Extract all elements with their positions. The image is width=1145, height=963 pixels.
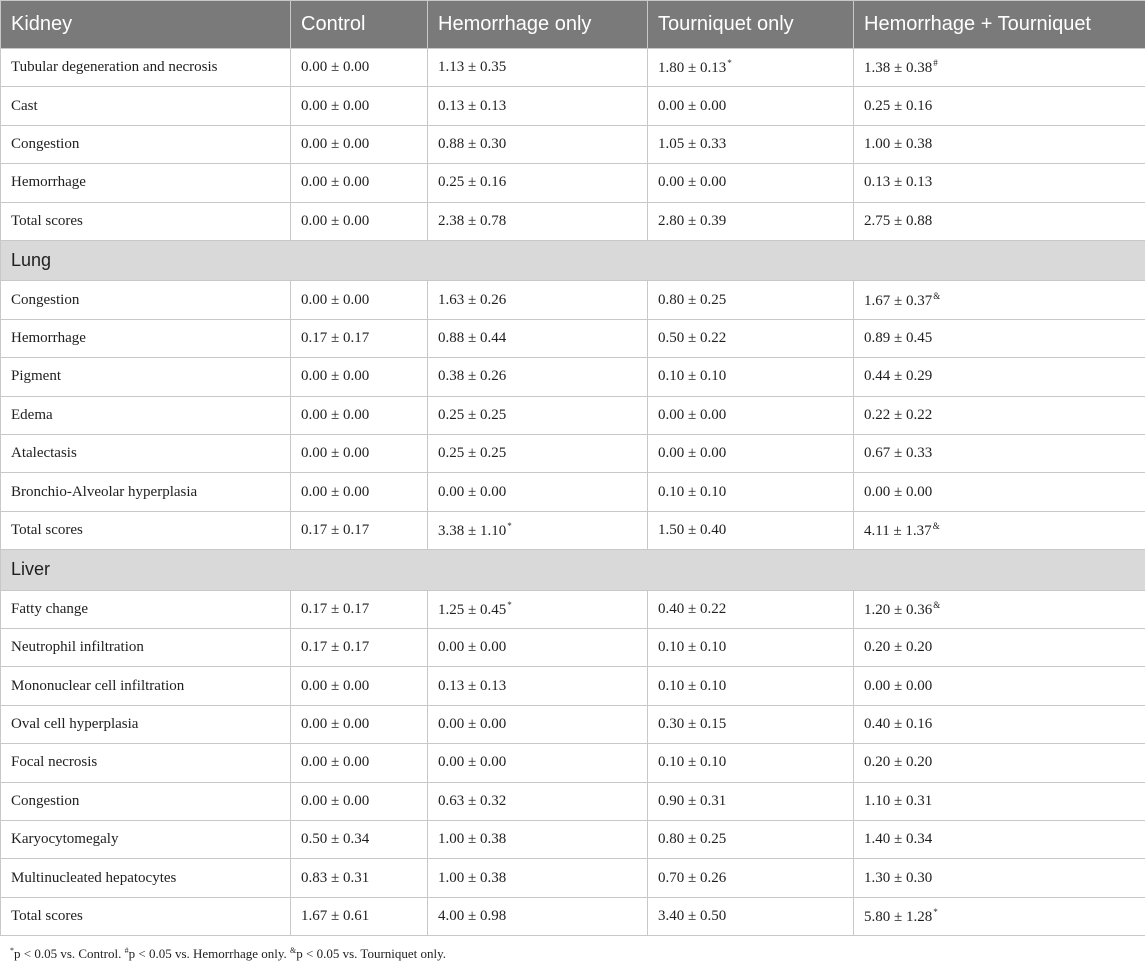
value-cell [648, 897, 854, 935]
lung-row-label: Total scores [1, 511, 291, 549]
cell-value: 0.00 ± 0.00 [658, 445, 727, 462]
value-cell [648, 164, 854, 202]
liver-row-label: Multinucleated hepatocytes [1, 859, 291, 897]
value-cell [428, 319, 648, 357]
value-cell [291, 667, 428, 705]
kidney-row-label: Congestion [1, 125, 291, 163]
value-cell [648, 782, 854, 820]
liver-row-label: Mononuclear cell infiltration [1, 667, 291, 705]
value-cell [648, 358, 854, 396]
cell-value: 1.25 ± 0.45 [438, 601, 507, 618]
table-row [1, 473, 1145, 511]
table-row [1, 164, 1145, 202]
table-footnote [10, 946, 446, 962]
cell-value: 0.40 ± 0.22 [658, 600, 727, 617]
value-cell [291, 319, 428, 357]
table-header [1, 1, 1145, 49]
cell-value: 1.30 ± 0.30 [864, 869, 933, 886]
cell-value: 0.25 ± 0.16 [864, 97, 933, 114]
cell-value: 1.50 ± 0.40 [658, 521, 727, 538]
cell-value: 2.80 ± 0.39 [658, 212, 727, 229]
cell-value: 0.13 ± 0.13 [864, 174, 933, 191]
liver-row-label: Focal necrosis [1, 744, 291, 782]
cell-value: 0.88 ± 0.30 [438, 135, 507, 152]
cell-value: 0.00 ± 0.00 [301, 754, 370, 771]
header-cell-tourniquet-only: Tourniquet only [648, 1, 854, 49]
cell-value: 0.00 ± 0.00 [301, 212, 370, 229]
cell-value: 0.22 ± 0.22 [864, 406, 933, 423]
table-row [1, 49, 1145, 87]
cell-value: 0.10 ± 0.10 [658, 754, 727, 771]
cell-value: 0.70 ± 0.26 [658, 869, 727, 886]
value-cell [428, 821, 648, 859]
significance-marker: * [507, 599, 512, 610]
table-row [1, 897, 1145, 935]
kidney-row-label: Total scores [1, 202, 291, 240]
liver-row-label: Total scores [1, 897, 291, 935]
value-cell [291, 202, 428, 240]
table-row [1, 396, 1145, 434]
table-row [1, 511, 1145, 549]
cell-value: 0.00 ± 0.00 [301, 291, 370, 308]
cell-value: 1.67 ± 0.37 [864, 292, 933, 309]
cell-value: 0.00 ± 0.00 [301, 716, 370, 733]
cell-value: 0.50 ± 0.22 [658, 330, 727, 347]
cell-value: 0.90 ± 0.31 [658, 792, 727, 809]
value-cell [428, 629, 648, 667]
cell-value: 0.00 ± 0.00 [864, 483, 933, 500]
footnote-text: p < 0.05 vs. Tourniquet only. [296, 946, 447, 961]
value-cell [854, 396, 1145, 434]
value-cell [854, 319, 1145, 357]
value-cell [291, 782, 428, 820]
cell-value: 0.00 ± 0.00 [301, 97, 370, 114]
cell-value: 0.20 ± 0.20 [864, 754, 933, 771]
table-row [1, 821, 1145, 859]
footnote-text: p < 0.05 vs. Control. [14, 946, 125, 961]
value-cell [648, 281, 854, 319]
liver-row-label: Congestion [1, 782, 291, 820]
cell-value: 5.80 ± 1.28 [864, 909, 933, 925]
cell-value: 1.05 ± 0.33 [658, 135, 727, 152]
cell-value: 0.25 ± 0.16 [438, 174, 507, 191]
cell-value: 0.00 ± 0.00 [658, 174, 727, 191]
cell-value: 0.00 ± 0.00 [438, 639, 507, 656]
cell-value: 0.10 ± 0.10 [658, 483, 727, 500]
table-row [1, 87, 1145, 125]
liver-row-label: Fatty change [1, 590, 291, 628]
value-cell [648, 744, 854, 782]
cell-value: 0.63 ± 0.32 [438, 792, 507, 809]
cell-value: 1.20 ± 0.36 [864, 601, 933, 618]
value-cell [854, 473, 1145, 511]
footnote-symbol: # [124, 946, 129, 955]
cell-value: 0.00 ± 0.00 [301, 174, 370, 191]
value-cell [291, 358, 428, 396]
cell-value: 0.67 ± 0.33 [864, 445, 933, 462]
cell-value: 0.40 ± 0.16 [864, 716, 933, 733]
value-cell [428, 473, 648, 511]
value-cell [291, 435, 428, 473]
table-row [1, 667, 1145, 705]
value-cell [854, 435, 1145, 473]
cell-value: 0.13 ± 0.13 [438, 677, 507, 694]
cell-value: 2.75 ± 0.88 [864, 212, 933, 229]
value-cell [291, 281, 428, 319]
value-cell [854, 125, 1145, 163]
table-row [1, 125, 1145, 163]
cell-value: 0.17 ± 0.17 [301, 521, 370, 538]
cell-value: 0.00 ± 0.00 [301, 406, 370, 423]
value-cell [291, 705, 428, 743]
value-cell [648, 821, 854, 859]
kidney-row-label: Hemorrhage [1, 164, 291, 202]
table-row [1, 202, 1145, 240]
value-cell [854, 511, 1145, 549]
value-cell [648, 667, 854, 705]
cell-value: 1.13 ± 0.35 [438, 59, 507, 76]
cell-value: 0.80 ± 0.25 [658, 831, 727, 848]
value-cell [428, 281, 648, 319]
cell-value: 0.00 ± 0.00 [301, 792, 370, 809]
cell-value: 3.40 ± 0.50 [658, 908, 727, 924]
cell-value: 0.80 ± 0.25 [658, 291, 727, 308]
value-cell [648, 590, 854, 628]
significance-marker: & [932, 520, 940, 531]
value-cell [428, 705, 648, 743]
cell-value: 4.00 ± 0.98 [438, 908, 507, 924]
value-cell [854, 667, 1145, 705]
significance-marker: & [933, 290, 941, 301]
value-cell [428, 358, 648, 396]
value-cell [648, 396, 854, 434]
value-cell [291, 511, 428, 549]
significance-marker: # [933, 58, 938, 69]
cell-value: 1.63 ± 0.26 [438, 291, 507, 308]
value-cell [291, 859, 428, 897]
value-cell [428, 782, 648, 820]
value-cell [428, 125, 648, 163]
table-row [1, 782, 1145, 820]
value-cell [854, 744, 1145, 782]
value-cell [291, 629, 428, 667]
footnote-text: p < 0.05 vs. Hemorrhage only. [128, 946, 291, 961]
cell-value: 0.89 ± 0.45 [864, 330, 933, 347]
value-cell [291, 87, 428, 125]
kidney-row-label: Tubular degeneration and necrosis [1, 49, 291, 87]
value-cell [648, 629, 854, 667]
cell-value: 0.17 ± 0.17 [301, 639, 370, 656]
cell-value: 0.17 ± 0.17 [301, 330, 370, 347]
value-cell [291, 396, 428, 434]
cell-value: 3.38 ± 1.10 [438, 522, 507, 539]
lung-row-label: Edema [1, 396, 291, 434]
cell-value: 0.17 ± 0.17 [301, 600, 370, 617]
value-cell [291, 164, 428, 202]
table-body [1, 49, 1145, 936]
significance-marker: & [933, 599, 941, 610]
value-cell [854, 782, 1145, 820]
table-row [1, 744, 1145, 782]
cell-value: 0.30 ± 0.15 [658, 716, 727, 733]
value-cell [854, 87, 1145, 125]
cell-value: 1.10 ± 0.31 [864, 792, 933, 809]
section-heading-lung: Lung [1, 240, 1145, 281]
cell-value: 0.00 ± 0.00 [301, 483, 370, 500]
cell-value: 1.00 ± 0.38 [438, 869, 507, 886]
cell-value: 0.20 ± 0.20 [864, 639, 933, 656]
significance-marker: * [727, 58, 732, 69]
cell-value: 0.00 ± 0.00 [301, 445, 370, 462]
footnote-symbol: & [290, 946, 297, 955]
value-cell [854, 897, 1145, 935]
value-cell [428, 164, 648, 202]
cell-value: 0.83 ± 0.31 [301, 869, 370, 886]
value-cell [291, 49, 428, 87]
value-cell [648, 859, 854, 897]
kidney-row-label: Cast [1, 87, 291, 125]
table-row [1, 629, 1145, 667]
value-cell [428, 897, 648, 935]
cell-value: 0.00 ± 0.00 [438, 483, 507, 500]
value-cell [291, 744, 428, 782]
significance-marker: * [933, 907, 938, 917]
value-cell [428, 744, 648, 782]
cell-value: 0.10 ± 0.10 [658, 368, 727, 385]
value-cell [291, 821, 428, 859]
cell-value: 4.11 ± 1.37 [864, 522, 932, 539]
value-cell [648, 511, 854, 549]
cell-value: 1.38 ± 0.38 [864, 60, 933, 77]
value-cell [854, 821, 1145, 859]
cell-value: 0.00 ± 0.00 [301, 59, 370, 76]
value-cell [428, 667, 648, 705]
table-row [1, 435, 1145, 473]
cell-value: 1.80 ± 0.13 [658, 60, 727, 77]
value-cell [648, 473, 854, 511]
cell-value: 0.88 ± 0.44 [438, 330, 507, 347]
value-cell [428, 511, 648, 549]
value-cell [428, 590, 648, 628]
section-row-lung [1, 240, 1145, 281]
cell-value: 0.00 ± 0.00 [438, 754, 507, 771]
footnote-symbol: * [10, 946, 14, 955]
table-row [1, 358, 1145, 396]
value-cell [854, 358, 1145, 396]
value-cell [428, 87, 648, 125]
cell-value: 1.00 ± 0.38 [864, 135, 933, 152]
value-cell [291, 125, 428, 163]
lung-row-label: Congestion [1, 281, 291, 319]
cell-value: 0.44 ± 0.29 [864, 368, 933, 385]
table-row [1, 859, 1145, 897]
value-cell [291, 473, 428, 511]
table-row [1, 590, 1145, 628]
value-cell [854, 202, 1145, 240]
lung-row-label: Hemorrhage [1, 319, 291, 357]
header-cell-kidney: Kidney [1, 1, 291, 49]
cell-value: 1.40 ± 0.34 [864, 831, 933, 848]
header-row [1, 1, 1145, 49]
value-cell [428, 396, 648, 434]
liver-row-label: Karyocytomegaly [1, 821, 291, 859]
value-cell [648, 125, 854, 163]
value-cell [854, 590, 1145, 628]
liver-row-label: Oval cell hyperplasia [1, 705, 291, 743]
cell-value: 1.67 ± 0.61 [301, 908, 370, 924]
cell-value: 0.38 ± 0.26 [438, 368, 507, 385]
cell-value: 0.00 ± 0.00 [658, 406, 727, 423]
value-cell [854, 164, 1145, 202]
cell-value: 0.50 ± 0.34 [301, 831, 370, 848]
cell-value: 0.25 ± 0.25 [438, 445, 507, 462]
liver-row-label: Neutrophil infiltration [1, 629, 291, 667]
cell-value: 0.10 ± 0.10 [658, 639, 727, 656]
value-cell [648, 319, 854, 357]
section-heading-liver: Liver [1, 550, 1145, 591]
cell-value: 0.13 ± 0.13 [438, 97, 507, 114]
lung-row-label: Bronchio-Alveolar hyperplasia [1, 473, 291, 511]
value-cell [648, 705, 854, 743]
value-cell [854, 49, 1145, 87]
significance-marker: * [507, 520, 512, 531]
lung-row-label: Pigment [1, 358, 291, 396]
section-row-liver [1, 550, 1145, 591]
cell-value: 0.00 ± 0.00 [658, 97, 727, 114]
header-cell-hemorrhage-only: Hemorrhage only [428, 1, 648, 49]
lung-row-label: Atalectasis [1, 435, 291, 473]
value-cell [648, 435, 854, 473]
value-cell [648, 49, 854, 87]
value-cell [428, 859, 648, 897]
value-cell [428, 49, 648, 87]
cell-value: 1.00 ± 0.38 [438, 831, 507, 848]
cell-value: 0.25 ± 0.25 [438, 406, 507, 423]
value-cell [428, 202, 648, 240]
value-cell [428, 435, 648, 473]
value-cell [854, 281, 1145, 319]
value-cell [648, 87, 854, 125]
header-cell-control: Control [291, 1, 428, 49]
cell-value: 2.38 ± 0.78 [438, 212, 507, 229]
header-cell-hemorrhage-tourniquet: Hemorrhage + Tourniquet [854, 1, 1145, 49]
table-row [1, 281, 1145, 319]
cell-value: 0.00 ± 0.00 [301, 135, 370, 152]
cell-value: 0.00 ± 0.00 [438, 716, 507, 733]
table-row [1, 319, 1145, 357]
value-cell [648, 202, 854, 240]
value-cell [854, 629, 1145, 667]
value-cell [291, 590, 428, 628]
cell-value: 0.00 ± 0.00 [864, 677, 933, 694]
value-cell [854, 859, 1145, 897]
cell-value: 0.00 ± 0.00 [301, 368, 370, 385]
cell-value: 0.10 ± 0.10 [658, 677, 727, 694]
table-row [1, 705, 1145, 743]
cell-value: 0.00 ± 0.00 [301, 677, 370, 694]
value-cell [291, 897, 428, 935]
value-cell [854, 705, 1145, 743]
